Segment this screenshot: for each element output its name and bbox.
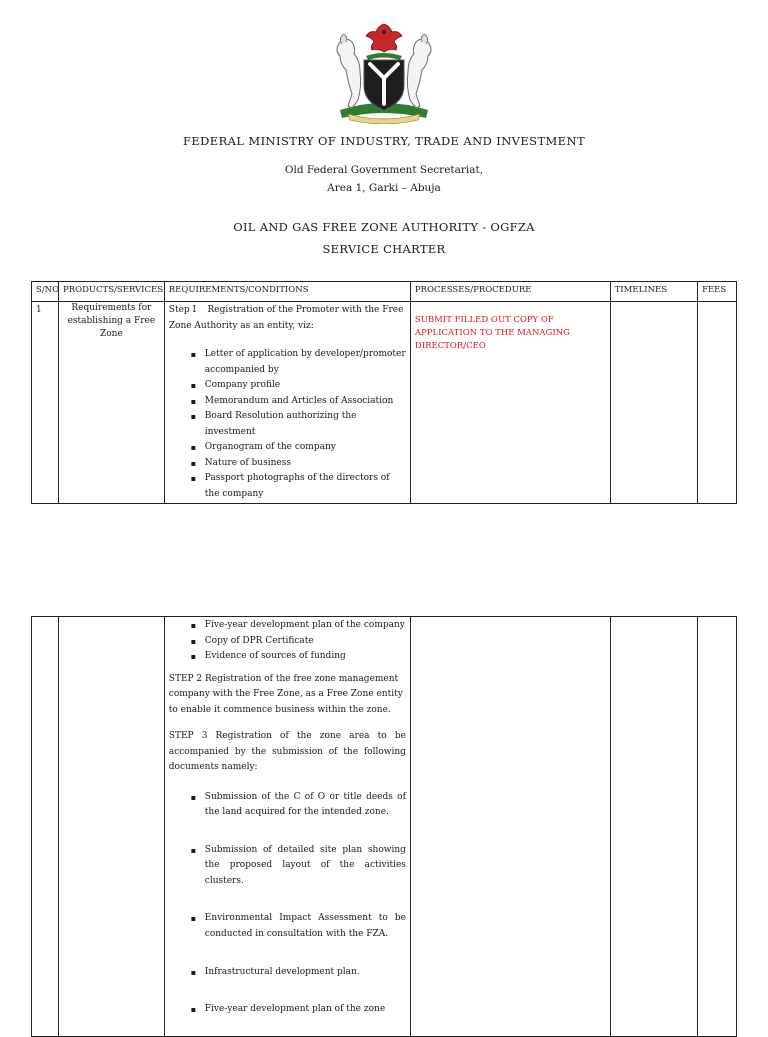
step1-intro: Step I Registration of the Promoter with the Free Zone Authority as an entity, viz:	[168, 305, 407, 331]
step1-list	[169, 347, 406, 502]
row-process	[410, 302, 610, 504]
header-processes: PROCESSES/PROCEDURE	[410, 282, 610, 302]
list-item: ▪ Nature of business	[169, 456, 406, 472]
list-item: ▪ Submission of detailed site plan showing the proposed layout of the activities clusters.	[169, 843, 406, 890]
agency-title: OIL AND GAS FREE ZONE AUTHORITY - OGFZA	[233, 220, 535, 234]
ministry-title: FEDERAL MINISTRY OF INDUSTRY, TRADE AND INVESTMENT	[182, 134, 586, 148]
list-item: ▪ Memorandum and Articles of Association	[169, 394, 406, 410]
row-requirements	[164, 617, 410, 1037]
row-process	[410, 617, 610, 1037]
list-item: ▪ Five-year development plan of the zone	[169, 1002, 406, 1018]
list-item: ▪ Five-year development plan of the company	[169, 618, 406, 634]
list-item: ▪ Copy of DPR Certificate	[169, 634, 406, 650]
row-fees	[698, 617, 737, 1037]
table-row	[32, 617, 737, 1037]
list-item: ▪ Company profile	[169, 378, 406, 394]
row-product	[58, 617, 164, 1037]
row-product: Requirements for establishing a Free Zone	[58, 302, 164, 504]
header-timelines: TIMELINES	[610, 282, 697, 302]
service-charter-table-continued	[31, 616, 737, 1037]
table-header-row	[32, 282, 737, 302]
row-fees	[698, 302, 737, 504]
list-item: ▪ Submission of the C of O or title deeds of the land acquired for the intended zone.	[169, 790, 406, 821]
row-timelines	[610, 302, 697, 504]
document-title: SERVICE CHARTER	[322, 242, 446, 256]
header-fees: FEES	[698, 282, 737, 302]
header-sno: S/NO	[32, 282, 59, 302]
coat-of-arms-icon	[326, 20, 442, 124]
list-item: ▪ Environmental Impact Assessment to be conducted in consultation with the FZA.	[169, 911, 406, 942]
step2-text: STEP 2 Registration of the free zone management company with the Free Zone, as a Free Zone entity to enable it commence business within the zone.	[168, 673, 403, 715]
header-requirements: REQUIREMENTS/CONDITIONS	[164, 282, 410, 302]
row-sno	[32, 617, 59, 1037]
step3-text: STEP 3 Registration of the zone area to be accompanied by the submission of the following documents namely:	[168, 731, 406, 772]
process-text: SUBMIT FILLED OUT COPY OF APPLICATION TO THE MANAGING DIRECTOR/CEO	[414, 315, 570, 351]
table-row	[32, 302, 737, 504]
row-requirements	[164, 302, 410, 504]
continued-list	[169, 618, 406, 665]
address-line-1: Old Federal Government Secretariat,	[284, 164, 484, 176]
list-item: ▪ Passport photographs of the directors of the company	[169, 471, 406, 502]
list-item: ▪ Board Resolution authorizing the investment	[169, 409, 406, 440]
row-sno: 1	[32, 302, 59, 504]
list-item: ▪ Evidence of sources of funding	[169, 649, 406, 665]
row-timelines	[610, 617, 697, 1037]
list-item: ▪ Organogram of the company	[169, 440, 406, 456]
service-charter-table	[31, 281, 737, 504]
list-item: ▪ Infrastructural development plan.	[169, 965, 406, 981]
address-line-2: Area 1, Garki – Abuja	[327, 182, 441, 194]
step3-list	[169, 790, 406, 1018]
list-item: ▪ Letter of application by developer/promoter accompanied by	[169, 347, 406, 378]
header-products: PRODUCTS/SERVICES	[58, 282, 164, 302]
